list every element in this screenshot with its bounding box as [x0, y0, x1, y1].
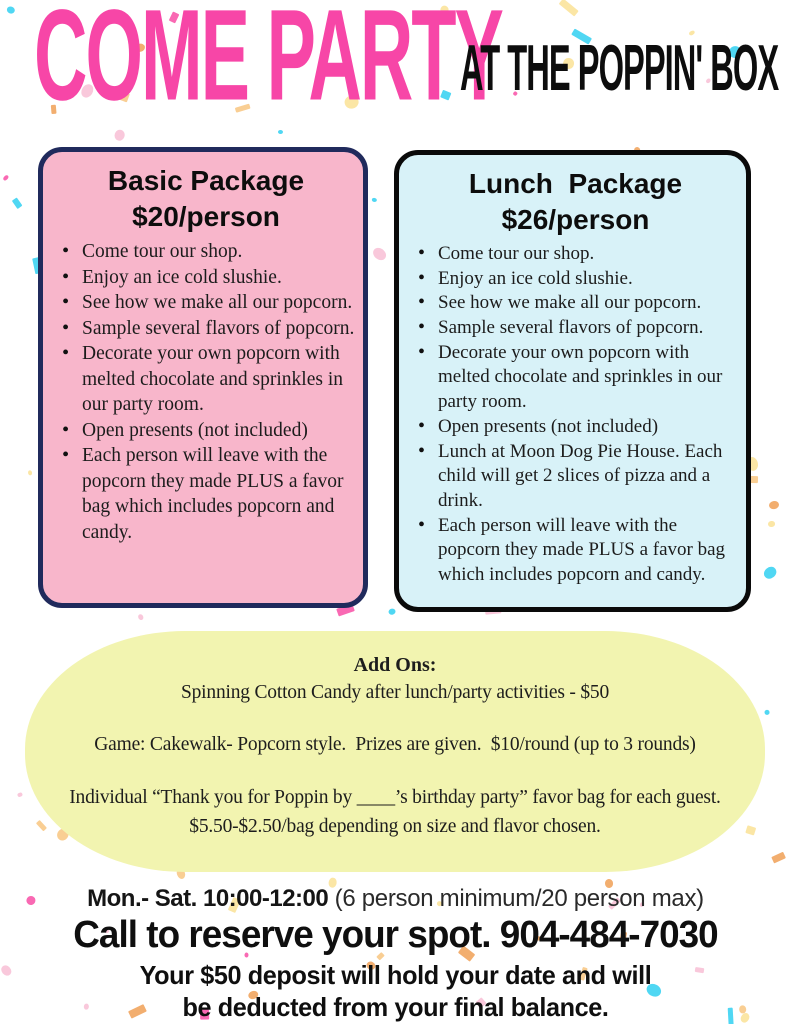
package-item-text: Lunch at Moon Dog Pie House. Each child will get 2 slices of pizza and a drink.: [438, 440, 723, 511]
basic-package-list: [55, 239, 357, 545]
package-item-text: Open presents (not included): [82, 419, 308, 441]
basic-package-price: $20/person: [132, 201, 280, 232]
package-list-item: [57, 239, 357, 265]
package-item-text: Sample several flavors of popcorn.: [438, 317, 704, 339]
hours-text: Mon.- Sat. 10:00-12:00: [87, 885, 329, 912]
package-list-item: [413, 267, 740, 292]
package-list-item: [57, 265, 357, 291]
lunch-package-card: [394, 150, 751, 612]
package-item-text: Enjoy an ice cold slushie.: [82, 266, 282, 288]
lunch-package-price: $26/person: [501, 204, 650, 235]
package-list-item: [413, 316, 740, 341]
add-on-cotton-candy: Spinning Cotton Candy after lunch/party activities - $50: [180, 682, 610, 703]
capacity-note: (6 person minimum/20 person max): [334, 885, 704, 912]
package-item-text: See how we make all our popcorn.: [438, 292, 702, 314]
subtitle: AT THE POPPIN' BOX: [460, 33, 779, 106]
package-list-item: [413, 291, 740, 316]
add-on-favor-bag-price: $5.50-$2.50/bag depending on size and flavor chosen.: [189, 816, 601, 837]
add-ons-heading: Add Ons:: [353, 654, 437, 676]
package-list-item: [413, 242, 740, 267]
package-list-item: [413, 440, 740, 514]
call-to-reserve-line: Call to reserve your spot. 904-484-7030: [73, 914, 718, 956]
package-list-item: [57, 341, 357, 418]
package-item-text: Come tour our shop.: [82, 241, 243, 262]
package-item-text: Sample several flavors of popcorn.: [82, 317, 355, 339]
lunch-package-list: [411, 242, 740, 588]
package-item-text: Decorate your own popcorn with melted chocolate and sprinkles in our party room.: [82, 343, 344, 416]
package-list-item: [57, 418, 357, 444]
main-title: COME PARTY: [34, 0, 502, 128]
package-list-item: [413, 514, 740, 588]
deposit-line-1: Your $50 deposit will hold your date and will: [139, 960, 652, 990]
package-item-text: Open presents (not included): [438, 415, 659, 437]
package-item-text: Enjoy an ice cold slushie.: [438, 267, 633, 289]
package-list-item: [57, 443, 357, 545]
deposit-note: [12, 959, 779, 1023]
hours-line: [0, 884, 791, 914]
package-item-text: Come tour our shop.: [438, 243, 595, 264]
basic-package-card: [38, 147, 368, 608]
package-list-item: [57, 290, 357, 316]
package-item-text: Each person will leave with the popcorn they made PLUS a favor bag which includes popcorn and candy.: [82, 445, 344, 543]
package-item-text: Decorate your own popcorn with melted chocolate and sprinkles in our party room.: [438, 341, 723, 413]
package-list-item: [413, 341, 740, 415]
package-item-text: See how we make all our popcorn.: [82, 292, 353, 314]
package-list-item: [413, 415, 740, 440]
add-on-favor-bag: Individual “Thank you for Poppin by ____’s birthday party” favor bag for each guest.: [69, 787, 721, 808]
deposit-line-2: be deducted from your final balance.: [182, 992, 609, 1022]
basic-package-name: Basic Package: [107, 165, 305, 196]
package-item-text: Each person will leave with the popcorn they made PLUS a favor bag which includes popcorn and candy.: [438, 514, 726, 585]
lunch-package-name: Lunch Package: [468, 168, 683, 199]
package-list-item: [57, 316, 357, 342]
add-on-cakewalk-game: Game: Cakewalk- Popcorn style. Prizes are given. $10/round (up to 3 rounds): [94, 734, 696, 755]
add-ons-panel: [25, 631, 765, 872]
